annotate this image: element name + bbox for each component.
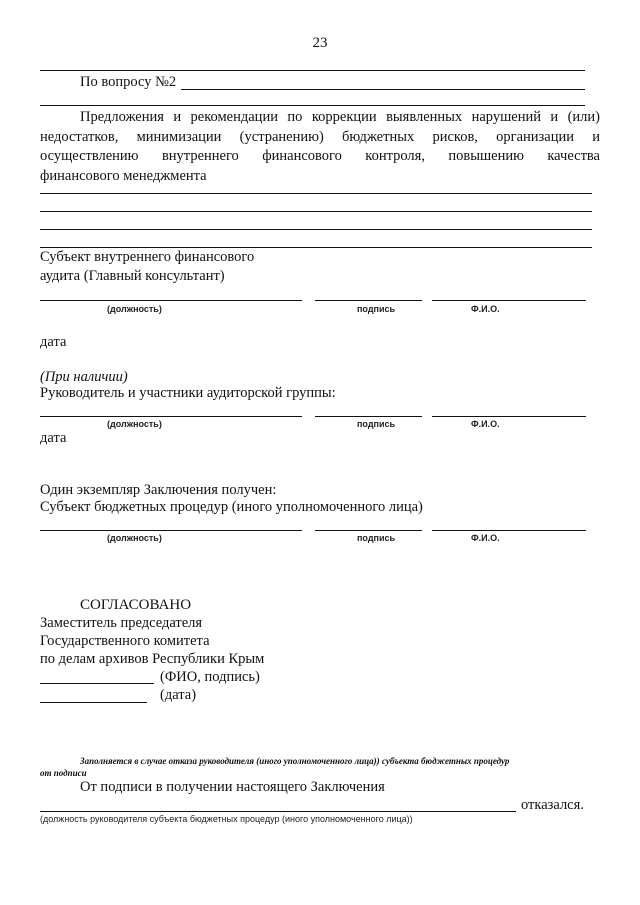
signature-caption-2: подпись — [357, 419, 396, 429]
signature-line-1 — [315, 300, 422, 301]
proposals-line-4: финансового менеджмента — [40, 167, 207, 184]
signature-line-3 — [315, 530, 422, 531]
proposals-answer-line-2 — [40, 211, 592, 212]
proposals-answer-line-1 — [40, 193, 592, 194]
top-rule — [40, 70, 585, 71]
received-line-1: Один экземпляр Заключения получен: — [40, 482, 277, 498]
signature-caption-3: подпись — [357, 533, 396, 543]
signature-line-2 — [315, 416, 422, 417]
date-label-1: дата — [40, 334, 67, 350]
position-line-2 — [40, 416, 302, 417]
received-line-2: Субъект бюджетных процедур (иного уполномоченного лица) — [40, 499, 423, 515]
approval-date-line — [40, 702, 147, 703]
approval-date: (дата) — [160, 687, 197, 703]
fio-line-2 — [432, 416, 586, 417]
signature-caption-1: подпись — [357, 304, 396, 314]
position-caption-2: (должность) — [107, 419, 162, 429]
approval-line-3: по делам архивов Республики Крым — [40, 651, 265, 667]
position-caption-3: (должность) — [107, 533, 162, 543]
subject-line-2: аудита (Главный консультант) — [40, 268, 225, 284]
refusal-caption: (должность руководителя субъекта бюджетных процедур (иного уполномоченного лица)) — [40, 814, 413, 824]
approval-line-1: Заместитель председателя — [40, 615, 203, 631]
position-line-1 — [40, 300, 302, 301]
proposals-paragraph — [40, 108, 600, 186]
refusal-note-line-1: Заполняется в случае отказа руководителя (иного уполномоченного лица)) субъекта бюджетных процедур — [80, 756, 510, 766]
fio-caption-1: Ф.И.О. — [471, 304, 500, 314]
refused-label: отказался. — [521, 797, 584, 813]
proposals-line-3: осуществлению внутреннего финансового контроля, повышению качества — [40, 148, 600, 164]
question-answer-line — [181, 89, 585, 90]
approval-title: СОГЛАСОВАНО — [80, 597, 192, 613]
approval-fio-line — [40, 683, 154, 684]
fio-caption-3: Ф.И.О. — [471, 533, 500, 543]
subject-line-1: Субъект внутреннего финансового — [40, 249, 255, 265]
proposals-answer-line-3 — [40, 229, 592, 230]
proposals-line-1: Предложения и рекомендации по коррекции выявленных нарушений и (или) — [80, 109, 600, 125]
approval-line-2: Государственного комитета — [40, 633, 210, 649]
date-label-2: дата — [40, 430, 67, 446]
audit-group-label: Руководитель и участники аудиторской группы: — [40, 385, 336, 401]
fio-line-3 — [432, 530, 586, 531]
refusal-note-line-2: от подписи — [40, 768, 87, 778]
refusal-text: От подписи в получении настоящего Заключения — [80, 779, 385, 795]
page-number: 23 — [312, 35, 328, 51]
refusal-position-line — [40, 811, 516, 812]
question-answer-line-2 — [40, 105, 585, 106]
position-caption-1: (должность) — [107, 304, 162, 314]
question-label: По вопросу №2 — [80, 74, 177, 90]
if-any-label: (При наличии) — [40, 369, 128, 385]
position-line-3 — [40, 530, 302, 531]
fio-line-1 — [432, 300, 586, 301]
approval-fio-sign: (ФИО, подпись) — [160, 669, 260, 685]
proposals-line-2: недостатков, минимизации (устранению) бюджетных рисков, организации и — [40, 128, 600, 145]
fio-caption-2: Ф.И.О. — [471, 419, 500, 429]
